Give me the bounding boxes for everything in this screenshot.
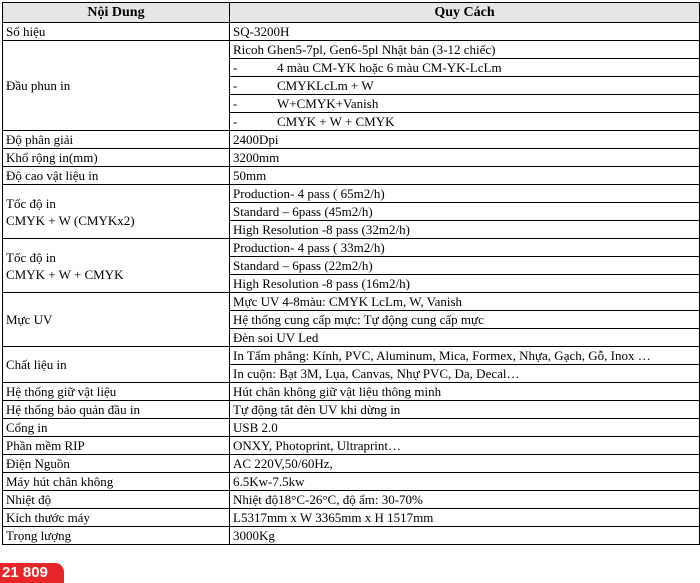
table-row	[3, 491, 700, 509]
row-label: Điện Nguồn	[3, 455, 230, 473]
row-label: Hệ thống bảo quản đầu in	[3, 401, 230, 419]
row-value: Tự động tắt đèn UV khi dừng in	[230, 401, 700, 419]
row-value: Nhiệt độ18°C-26°C, độ ẩm: 30-70%	[230, 491, 700, 509]
header-spec: Quy Cách	[230, 3, 700, 23]
row-label: Kích thước máy	[3, 509, 230, 527]
table-row	[3, 131, 700, 149]
table-row	[3, 167, 700, 185]
table-row	[3, 347, 700, 365]
row-label: Tốc độ in CMYK + W (CMYKx2)	[3, 185, 230, 239]
row-value: L5317mm x W 3365mm x H 1517mm	[230, 509, 700, 527]
row-label: Máy hút chân không	[3, 473, 230, 491]
row-label: Độ cao vật liệu in	[3, 167, 230, 185]
row-value: Hệ thống cung cấp mực: Tự động cung cấp mực	[230, 311, 700, 329]
row-value: 3000Kg	[230, 527, 700, 545]
header-content: Nội Dung	[3, 3, 230, 23]
row-value: 6.5Kw-7.5kw	[230, 473, 700, 491]
dash-mark: -	[233, 60, 238, 75]
row-value: - CMYK + W + CMYK	[230, 113, 700, 131]
row-value: USB 2.0	[230, 419, 700, 437]
row-value: AC 220V,50/60Hz,	[230, 455, 700, 473]
table-header-row	[3, 3, 700, 23]
row-value: Standard – 6pass (45m2/h)	[230, 203, 700, 221]
table-row	[3, 23, 700, 41]
row-value: Production- 4 pass ( 33m2/h)	[230, 239, 700, 257]
table-row	[3, 509, 700, 527]
row-label: Hệ thống giữ vật liệu	[3, 383, 230, 401]
row-label: Số hiệu	[3, 23, 230, 41]
row-label: Nhiệt độ	[3, 491, 230, 509]
phone-badge[interactable]: 21 809	[0, 563, 64, 583]
row-label: Đầu phun in	[3, 41, 230, 131]
table-row	[3, 41, 700, 59]
row-value: High Resolution -8 pass (16m2/h)	[230, 275, 700, 293]
row-label: Chất liệu in	[3, 347, 230, 383]
dash-mark: -	[233, 96, 238, 111]
row-value: ONXY, Photoprint, Ultraprint…	[230, 437, 700, 455]
row-value: In cuộn: Bạt 3M, Lụa, Canvas, Nhự PVC, Da, Decal…	[230, 365, 700, 383]
row-value: Ricoh Ghen5-7pl, Gen6-5pl Nhật bản (3-12 chiếc)	[230, 41, 700, 59]
row-value: High Resolution -8 pass (32m2/h)	[230, 221, 700, 239]
dash-mark: -	[233, 78, 238, 93]
table-row	[3, 437, 700, 455]
row-value: - 4 màu CM-YK hoặc 6 màu CM-YK-LcLm	[230, 59, 700, 77]
row-value: Standard – 6pass (22m2/h)	[230, 257, 700, 275]
row-value: Đèn soi UV Led	[230, 329, 700, 347]
row-value: 3200mm	[230, 149, 700, 167]
row-value: In Tấm phẳng: Kính, PVC, Aluminum, Mica, Formex, Nhựa, Gạch, Gỗ, Inox …	[230, 347, 700, 365]
row-value: - CMYKLcLm + W	[230, 77, 700, 95]
table-row	[3, 383, 700, 401]
row-value: Mực UV 4-8màu: CMYK LcLm, W, Vanish	[230, 293, 700, 311]
table-row	[3, 419, 700, 437]
row-label: Phần mềm RIP	[3, 437, 230, 455]
table-row	[3, 527, 700, 545]
row-value: Production- 4 pass ( 65m2/h)	[230, 185, 700, 203]
table-row	[3, 455, 700, 473]
row-value: - W+CMYK+Vanish	[230, 95, 700, 113]
row-value: Hút chân không giữ vật liệu thông minh	[230, 383, 700, 401]
spec-table	[2, 2, 700, 545]
row-value: SQ-3200H	[230, 23, 700, 41]
dash-mark: -	[233, 114, 238, 129]
table-row	[3, 293, 700, 311]
table-row	[3, 185, 700, 203]
table-row	[3, 239, 700, 257]
row-value: 2400Dpi	[230, 131, 700, 149]
row-label: Mực UV	[3, 293, 230, 347]
row-label: Cổng in	[3, 419, 230, 437]
table-row	[3, 149, 700, 167]
table-row	[3, 401, 700, 419]
row-label: Độ phân giải	[3, 131, 230, 149]
row-label: Tốc độ in CMYK + W + CMYK	[3, 239, 230, 293]
row-value: 50mm	[230, 167, 700, 185]
row-label: Khổ rộng in(mm)	[3, 149, 230, 167]
row-label: Trọng lượng	[3, 527, 230, 545]
table-row	[3, 473, 700, 491]
